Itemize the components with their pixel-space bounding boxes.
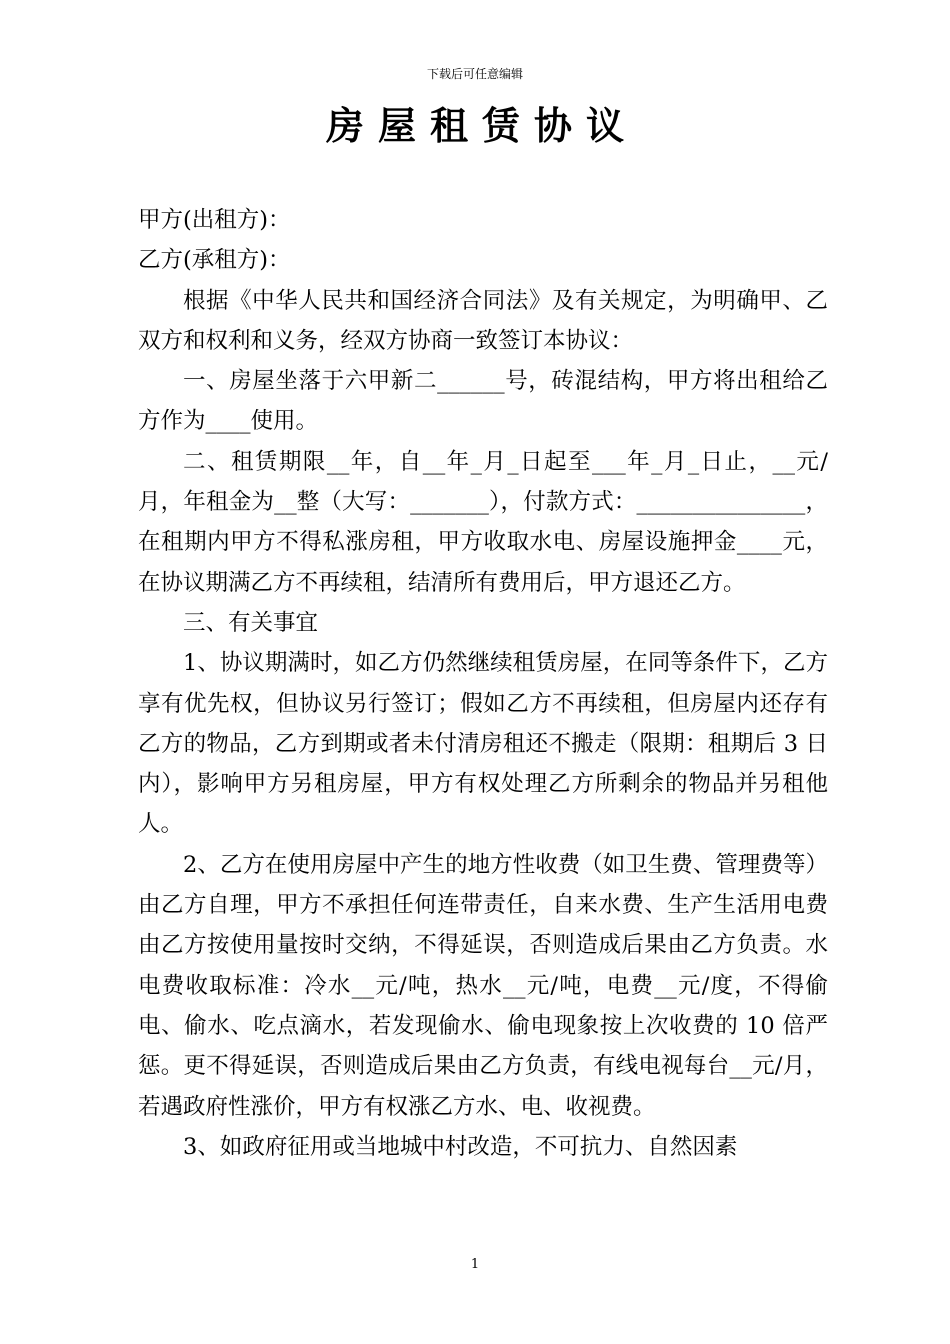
clause-3-heading: 三、有关事宜 [183,609,319,636]
clause-3-item-3: 3、如政府征用或当地城中村改造，不可抗力、自然因素 [183,1133,738,1160]
clause-1-paragraph: 一、房屋坐落于六甲新二______号，砖混结构，甲方将出租给乙方作为____使用。 [138,368,828,435]
document-title: 房屋租赁协议 [325,103,638,148]
document-body [138,200,828,1167]
header-note: 下载后可任意编辑 [426,67,523,81]
clause-2-paragraph: 二、租赁期限__年，自__年_月_日起至___年_月_日止，__元/月，年租金为__整（大写：_______），付款方式：_______________，在租期内甲方不得私涨房租，甲方收取水电、房屋设施押金____元，在协议期满乙方不再续租，结清所有费用后，甲方退还乙方。 [138,448,828,596]
party-b-line: 乙方(承租方)： [138,247,291,274]
page-number: 1 [470,1257,480,1272]
party-a-line: 甲方(出租方)： [138,207,291,233]
clause-3-item-1: 1、协议期满时，如乙方仍然继续租赁房屋，在同等条件下，乙方享有优先权，但协议另行签订；假如乙方不再续租，但房屋内还存有乙方的物品，乙方到期或者未付清房租还不搬走（限期：租期后 3 日内），影响甲方另租房屋，甲方有权处理乙方所剩余的物品并另租他人。 [138,650,828,838]
clause-3-item-2: 2、乙方在使用房屋中产生的地方性收费（如卫生费、管理费等）由乙方自理，甲方不承担任何连带责任，自来水费、生产生活用电费由乙方按使用量按时交纳，不得延误，否则造成后果由乙方负责。水电费收取标准：冷水__元/吨，热水__元/吨，电费__元/度，不得偷电、偷水、吃点滴水，若发现偷水、偷电现象按上次收费的 10 倍严惩。更不得延误，否则造成后果由乙方负责，有线电视每台__元/月，若遇政府性涨价，甲方有权涨乙方水、电、收视费。 [138,851,828,1120]
preamble-paragraph: 根据《中华人民共和国经济合同法》及有关规定，为明确甲、乙双方和权利和义务，经双方协商一致签订本协议： [138,287,828,354]
